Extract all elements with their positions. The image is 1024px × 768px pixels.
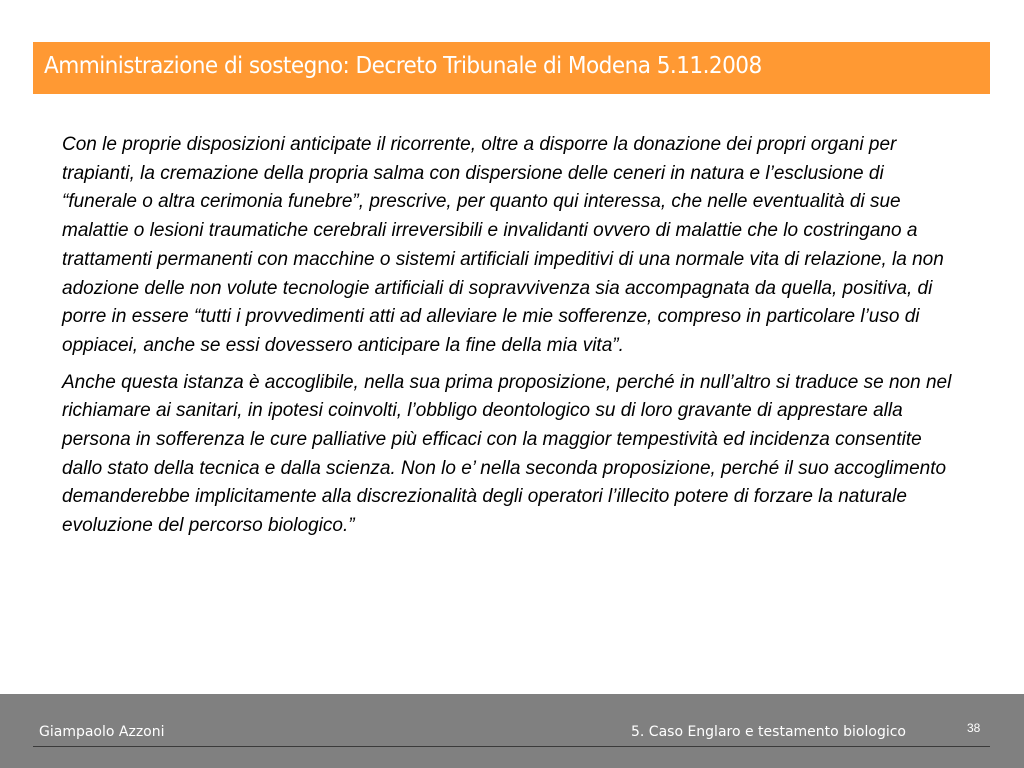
body-paragraph-2: Anche questa istanza è accoglibile, nella sua prima proposizione, perché in null’altro si traduce se non nel richiamare ai sanitari, in ipotesi coinvolti, l’obbligo deontologico su di loro gravante di apprestare alla persona in sofferenza le cure palliative più efficaci con la maggior tempestività ed incidenza consentite dallo stato della tecnica e dalla scienza. Non lo e’ nella seconda proposizione, perché il suo accoglimento demanderebbe implicitamente alla discrezionalità degli operatori l’illecito potere di forzare la naturale evoluzione del percorso biologico.” <box>62 371 952 537</box>
slide-title-bar <box>33 42 990 94</box>
footer-topic: 5. Caso Englaro e testamento biologico <box>630 724 906 740</box>
body-paragraph-1: Con le proprie disposizioni anticipate il ricorrente, oltre a disporre la donazione dei propri organi per trapianti, la cremazione della propria salma con dispersione delle ceneri in natura e l’esclusione di “funerale o altra cerimonia funebre”, prescrive, per quanto qui interessa, che nelle eventualità di sue malattie o lesioni traumatiche cerebrali irreversibili e invalidanti ovvero di malattie che lo costringano a trattamenti permanenti con macchine o sistemi artificiali impeditivi di una normale vita di relazione, la non adozione delle non volute tecnologie artificiali di sopravvivenza sia accompagnata da quella, positiva, di porre in essere “tutti i provvedimenti atti ad alleviare le mie sofferenze, compreso in particolare l’uso di oppiacei, anche se essi dovessero anticipare la fine della mia vita”. <box>62 134 944 356</box>
page-number: 38 <box>967 721 981 735</box>
slide-footer <box>0 694 1024 768</box>
slide-title: Amministrazione di sostegno: Decreto Tribunale di Modena 5.11.2008 <box>44 53 762 79</box>
footer-divider <box>33 746 990 747</box>
footer-author: Giampaolo Azzoni <box>39 724 165 740</box>
slide-body <box>62 131 954 541</box>
